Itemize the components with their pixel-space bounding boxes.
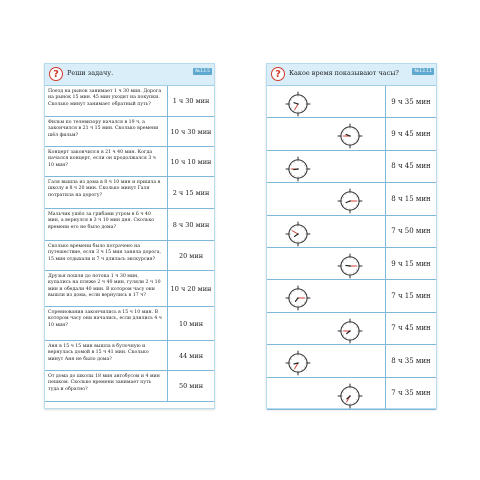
task-text: Друзья пошли до потока 1 ч 30 мин, купались на пляже 2 ч 40 мин, гуляли 2 ч 10 мин и обедали 40 мин. В котором часу они вышли из дома, если вернулись в 17 ч? [48,274,161,299]
clock-center [349,136,351,138]
task-row [45,307,214,341]
task-text: Соревнования закончились в 15 ч 10 мин. В котором часу они начались, если длились 4 ч 10 мин? [48,310,162,328]
analog-clock-icon [285,221,311,247]
clock-row [267,313,436,345]
clock-cell [267,151,385,182]
question-icon: ? [271,67,285,81]
clock-cell [267,378,385,409]
clock-row [267,118,436,150]
clock-answer: 8 ч 35 мин [385,345,436,376]
clock-answer: 7 ч 15 мин [385,280,436,311]
clock-cell [267,345,385,376]
task-row [45,271,214,307]
task-number: №13.11 [414,69,432,74]
analog-clock-icon [285,285,311,311]
task-text: Аня в 15 ч 15 мин вышла в булочную и вернулась домой в 15 ч 41 мин. Сколько минут Аня не было дома? [48,344,149,362]
clock-center [297,298,299,300]
analog-clock-icon [337,383,363,409]
task-answer: 2 ч 15 мин [167,177,214,208]
clock-answer: 9 ч 45 мин [385,118,436,149]
analog-clock-icon [337,253,363,279]
clock-answer: 9 ч 35 мин [385,86,436,117]
clock-answer: 7 ч 35 мин [385,378,436,409]
task-answer: 50 мин [167,371,214,401]
clock-row [267,248,436,280]
clock-cell [267,216,385,247]
clock-row [267,183,436,215]
clock-answer: 7 ч 50 мин [385,216,436,247]
task-answer: 10 мин [167,307,214,340]
question-icon: ? [49,67,63,81]
task-answer: 20 мин [167,241,214,270]
analog-clock-icon [285,91,311,117]
task-row [45,86,214,117]
task-text: Поезд на рынок занимает 1 ч 30 мин. Дорога на рынок 15 мин. 45 мин уходит на покупки. Сколько минут занимает обратный путь? [48,89,162,107]
task-text: Концерт закончился в 21 ч 40 мин. Когда начался концерт, если он продолжался 3 ч 10 мин? [48,150,156,168]
task-row [45,147,214,177]
task-text: Сколько времени было потрачено на путешествие, если 3 ч 15 мин заняла дорога, 15 мин отдыхали и 7 ч длилась экскурсия? [48,244,161,262]
task-card-right [266,63,437,409]
clock-cell [267,183,385,214]
analog-clock-icon [337,123,363,149]
card-header [267,64,436,86]
clock-center [297,362,299,364]
task-row [45,209,214,241]
task-row [45,341,214,371]
task-text: Галя вышла из дома в 8 ч 10 мин и пришла в школу в 8 ч 20 мин. Сколько минут Галя потратила на дорогу? [48,180,161,198]
task-card-left [44,63,215,409]
task-number: №13.5 [195,69,210,74]
analog-clock-icon [285,350,311,376]
task-row [45,371,214,402]
clock-center [349,200,351,202]
task-answer: 10 ч 20 мин [167,271,214,306]
clock-center [297,168,299,170]
card-header [45,64,214,86]
task-answer: 10 ч 30 мин [167,117,214,146]
clock-answer: 8 ч 15 мин [385,183,436,214]
clock-center [349,330,351,332]
clock-list [267,86,436,408]
task-text: От дома до школы 18 мин автобусом и 4 мин пешком. Сколько времени занимает путь туда и обратно? [48,374,160,392]
clock-cell [267,248,385,279]
clock-cell [267,280,385,311]
clock-row [267,280,436,312]
clock-cell [267,86,385,117]
card-title: Какое время показывают часы? [289,69,399,77]
clock-row [267,151,436,183]
clock-cell [267,313,385,344]
task-answer: 1 ч 30 мин [167,86,214,116]
card-title: Реши задачу. [67,69,114,77]
clock-center [349,395,351,397]
analog-clock-icon [285,156,311,182]
clock-row [267,345,436,377]
task-answer: 8 ч 30 мин [167,209,214,240]
clock-cell [267,118,385,149]
task-row [45,177,214,209]
clock-answer: 8 ч 45 мин [385,151,436,182]
clock-answer: 9 ч 15 мин [385,248,436,279]
analog-clock-icon [337,188,363,214]
clock-row [267,86,436,118]
clock-row [267,378,436,410]
clock-center [297,233,299,235]
clock-center [349,265,351,267]
task-answer: 44 мин [167,341,214,370]
task-text: Фильм по телевизору начался в 19 ч, а закончился в 21 ч 15 мин. Сколько времени шёл фильм? [48,120,159,138]
task-row [45,241,214,271]
clock-row [267,216,436,248]
task-answer: 10 ч 10 мин [167,147,214,176]
clock-center [297,103,299,105]
task-row [45,117,214,147]
task-list [45,86,214,408]
analog-clock-icon [337,318,363,344]
clock-answer: 7 ч 45 мин [385,313,436,344]
task-text: Мальчик ушёл за грибами утром в 6 ч 40 мин, а вернулся в 3 ч 10 мин дня. Сколько времени его не было дома? [48,212,155,230]
